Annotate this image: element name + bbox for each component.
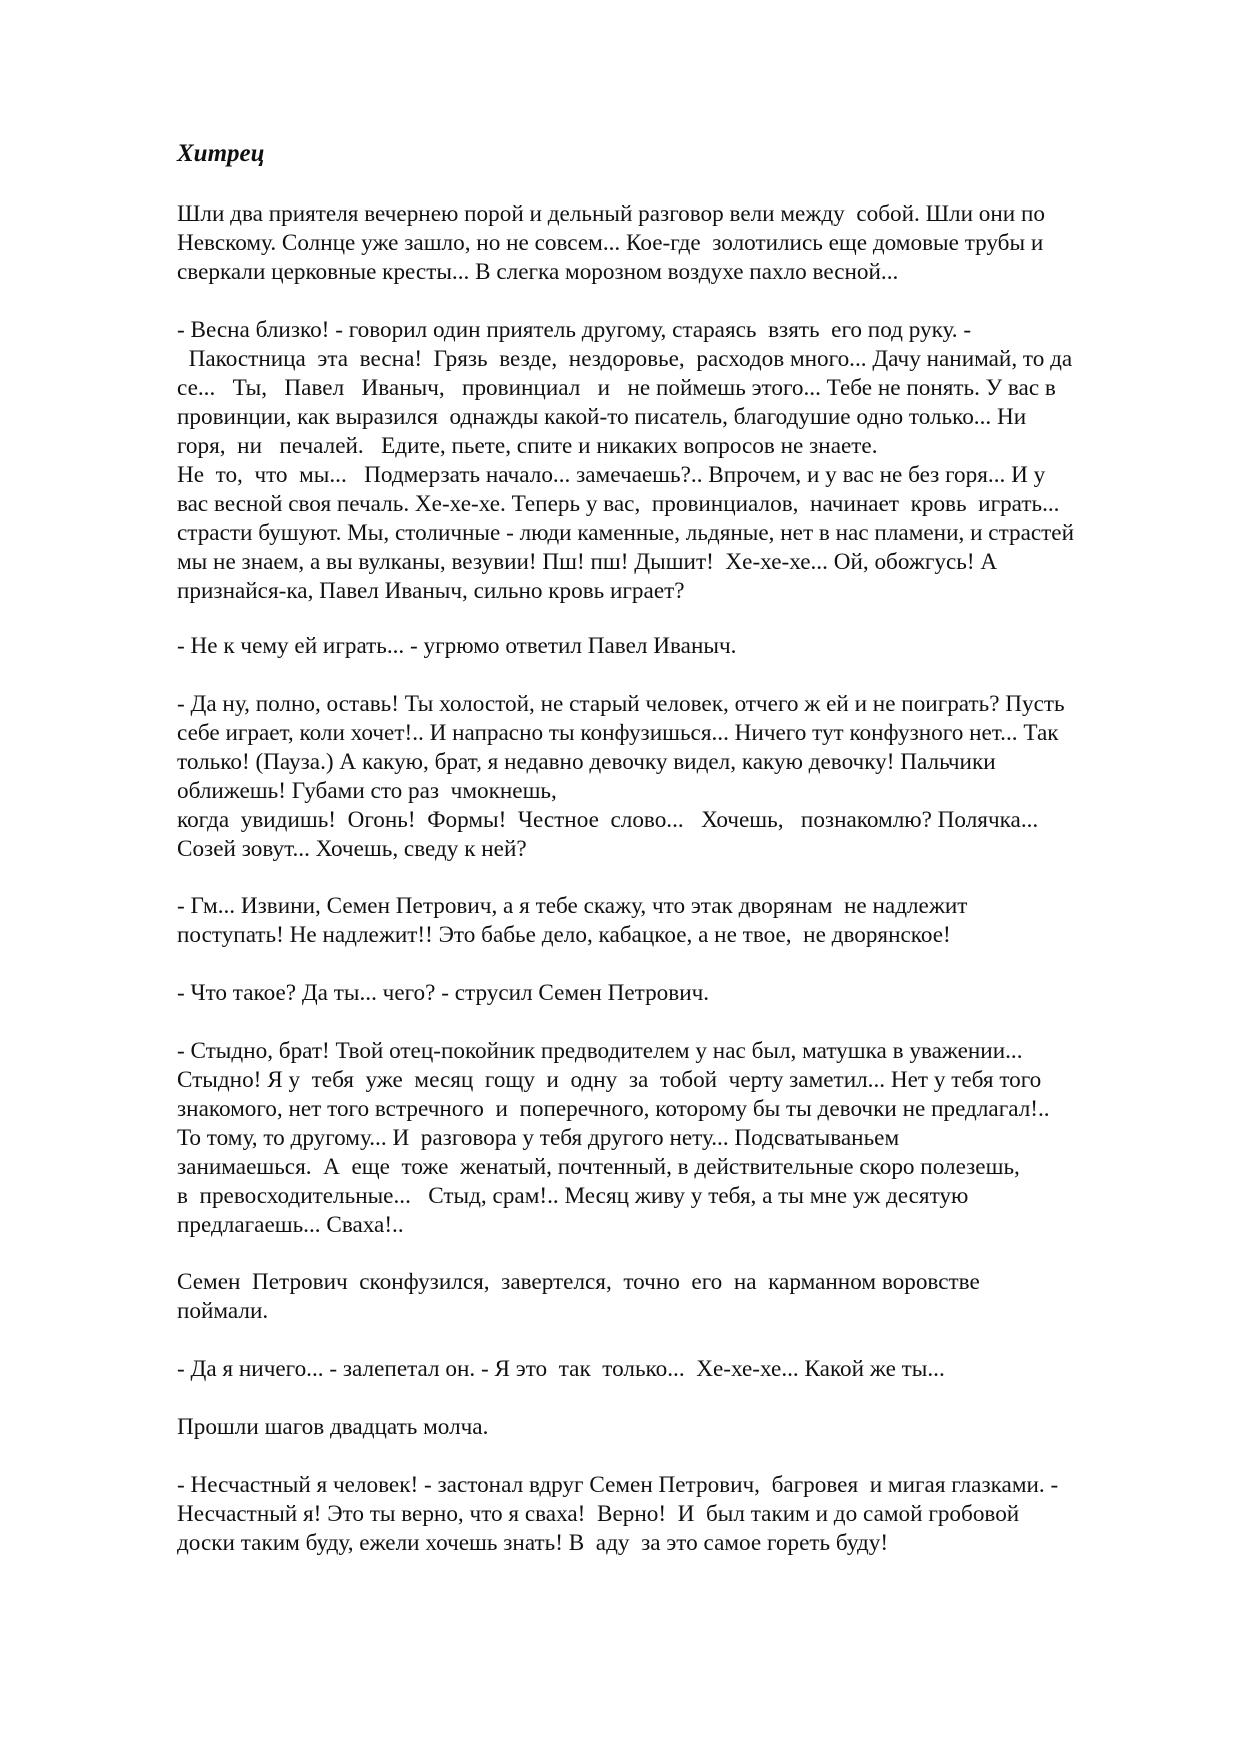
- text-line: - Стыдно, брат! Твой отец-покойник предводителем у нас был, матушка в уважении...: [177, 1038, 1023, 1064]
- paragraph-9: [177, 1355, 1177, 1384]
- paragraph-1: [177, 200, 1177, 287]
- text-line: Прошли шагов двадцать молча.: [177, 1414, 489, 1440]
- text-line: в превосходительные... Стыд, срам!.. Месяц живу у тебя, а ты мне уж десятую: [177, 1183, 969, 1209]
- paragraph-8: [177, 1268, 1177, 1326]
- paragraph-7: [177, 1037, 1177, 1240]
- text-line: - Что такое? Да ты... чего? - струсил Семен Петрович.: [177, 980, 710, 1006]
- paragraph-5: [177, 892, 1177, 950]
- text-line: Созей зовут... Хочешь, сведу к ней?: [177, 836, 527, 862]
- text-line: Невскому. Солнце уже зашло, но не совсем... Кое-где золотились еще домовые трубы и: [177, 230, 1044, 256]
- text-line: горя, ни печалей. Едите, пьете, спите и никаких вопросов не знаете.: [177, 433, 878, 459]
- text-line: Пакостница эта весна! Грязь везде, нездоровье, расходов много... Дачу нанимай, то да: [177, 346, 1073, 372]
- text-line: Несчастный я! Это ты верно, что я сваха! Верно! И был таким и до самой гробовой: [177, 1501, 1020, 1527]
- text-line: - Весна близко! - говорил один приятель другому, стараясь взять его под руку. -: [177, 317, 972, 343]
- text-line: поймали.: [177, 1298, 269, 1324]
- document-title: Хитрец: [177, 140, 265, 167]
- text-line: Шли два приятеля вечернею порой и дельный разговор вели между собой. Шли они по: [177, 201, 1046, 227]
- text-line: - Да ну, полно, оставь! Ты холостой, не старый человек, отчего ж ей и не поиграть? Пусть: [177, 691, 1065, 717]
- text-line: признайся-ка, Павел Иваныч, сильно кровь играет?: [177, 578, 685, 604]
- text-line: - Гм... Извини, Семен Петрович, а я тебе скажу, что этак дворянам не надлежит: [177, 893, 968, 919]
- text-line: се... Ты, Павел Иваныч, провинциал и не поймешь этого... Тебе не понять. У вас в: [177, 375, 1056, 401]
- text-line: предлагаешь... Сваха!..: [177, 1212, 404, 1238]
- text-line: - Несчастный я человек! - застонал вдруг Семен Петрович, багровея и мигая глазками. -: [177, 1472, 1059, 1498]
- text-line: - Да я ничего... - залепетал он. - Я это так только... Хе-хе-хе... Какой же ты...: [177, 1356, 945, 1382]
- text-line: мы не знаем, а вы вулканы, везувии! Пш! пш! Дышит! Хе-хе-хе... Ой, обожгусь! А: [177, 549, 998, 575]
- text-line: поступать! Не надлежит!! Это бабье дело, кабацкое, а не твое, не дворянское!: [177, 922, 951, 948]
- text-line: Стыдно! Я у тебя уже месяц гощу и одну за тобой черту заметил... Нет у тебя того: [177, 1067, 1042, 1093]
- text-line: - Не к чему ей играть... - угрюмо ответил Павел Иваныч.: [177, 633, 737, 659]
- text-line: То тому, то другому... И разговора у тебя другого нету... Подсватываньем: [177, 1125, 900, 1151]
- text-line: сверкали церковные кресты... В слегка морозном воздухе пахло весной...: [177, 259, 899, 285]
- text-line: знакомого, нет того встречного и поперечного, которому бы ты девочки не предлагал!..: [177, 1096, 1050, 1122]
- text-line: Семен Петрович сконфузился, завертелся, точно его на карманном воровстве: [177, 1269, 980, 1295]
- text-line: провинции, как выразился однажды какой-то писатель, благодушие одно только... Ни: [177, 404, 1027, 430]
- text-line: себе играет, коли хочет!.. И напрасно ты конфузишься... Ничего тут конфузного нет... Так: [177, 720, 1059, 746]
- text-line: Не то, что мы... Подмерзать начало... замечаешь?.. Впрочем, и у вас не без горя... И у: [177, 462, 1046, 488]
- text-line: оближешь! Губами сто раз чмокнешь,: [177, 778, 557, 804]
- text-line: занимаешься. А еще тоже женатый, почтенный, в действительные скоро полезешь,: [177, 1154, 1020, 1180]
- text-line: только! (Пауза.) А какую, брат, я недавно девочку видел, какую девочку! Пальчики: [177, 749, 996, 775]
- paragraph-2: [177, 316, 1177, 606]
- paragraph-11: [177, 1471, 1177, 1558]
- paragraph-6: [177, 979, 1177, 1008]
- text-line: когда увидишь! Огонь! Формы! Честное слово... Хочешь, познакомлю? Полячка...: [177, 807, 1039, 833]
- text-line: доски таким буду, ежели хочешь знать! В аду за это самое гореть буду!: [177, 1530, 889, 1556]
- paragraph-10: [177, 1413, 1177, 1442]
- text-line: страсти бушуют. Мы, столичные - люди каменные, льдяные, нет в нас пламени, и страстей: [177, 520, 1075, 546]
- paragraph-4: [177, 690, 1177, 864]
- paragraph-3: [177, 632, 1177, 661]
- text-line: вас весной своя печаль. Хе-хе-хе. Теперь у вас, провинциалов, начинает кровь играть...: [177, 491, 1060, 517]
